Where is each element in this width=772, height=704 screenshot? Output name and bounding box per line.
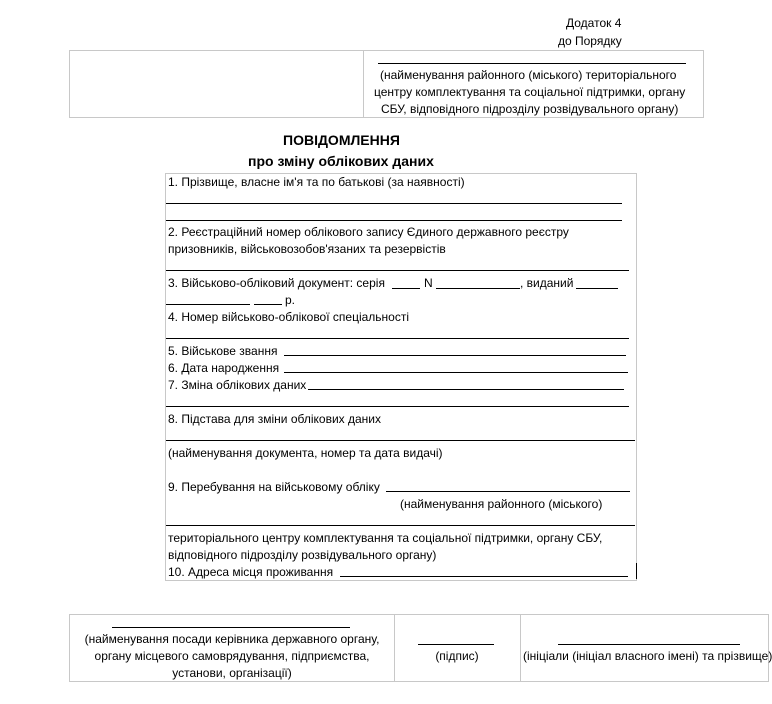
document-subtitle: про зміну облікових даних: [248, 153, 434, 169]
position-line[interactable]: [112, 627, 350, 628]
field-3-number-line[interactable]: [436, 288, 520, 289]
field-2-label-2: призовників, військовозобов'язаних та резервістів: [168, 242, 446, 256]
document-title: ПОВІДОМЛЕННЯ: [283, 132, 400, 148]
signature-divider-1: [394, 614, 395, 682]
field-3-series-line[interactable]: [392, 288, 420, 289]
recipient-box-divider: [363, 50, 364, 118]
field-3-issued-line-2[interactable]: [166, 304, 250, 305]
field-3-year-label: р.: [285, 293, 296, 307]
field-3-issued-label: , виданий: [520, 276, 574, 290]
field-7-label: 7. Зміна облікових даних: [168, 378, 307, 392]
field-8-caption: (найменування документа, номер та дата видачі): [168, 446, 443, 460]
field-3-number-label: N: [424, 276, 433, 290]
recipient-caption-1: (найменування районного (міського) територіального: [380, 68, 677, 82]
name-caption: (ініціали (ініціал власного імені) та прізвище): [523, 649, 772, 663]
field-7-line-2[interactable]: [166, 406, 629, 407]
position-caption-2: органу місцевого самоврядування, підприємства,: [94, 649, 370, 663]
recipient-caption-3: СБУ, відповідного підрозділу розвідувального органу): [381, 102, 679, 116]
field-5-label: 5. Військове звання: [168, 344, 278, 358]
field-5-line[interactable]: [284, 355, 626, 356]
field-3-year-line[interactable]: [254, 304, 282, 305]
field-8-line[interactable]: [166, 440, 635, 441]
name-line[interactable]: [558, 644, 740, 645]
field-1-line-1[interactable]: [166, 203, 622, 204]
signature-divider-2: [520, 614, 521, 682]
position-caption-3: установи, організації): [172, 666, 292, 680]
field-7-line-1[interactable]: [308, 389, 624, 390]
field-3-issued-line-1[interactable]: [576, 288, 618, 289]
field-9-caption-2: територіального центру комплектування та соціальної підтримки, органу СБУ,: [168, 531, 603, 545]
field-9-line-1[interactable]: [386, 491, 630, 492]
field-10-label: 10. Адреса місця проживання: [168, 565, 334, 579]
field-9-caption-3: відповідного підрозділу розвідувального органу): [168, 548, 437, 562]
appendix-order: до Порядку: [558, 34, 622, 48]
field-9-label: 9. Перебування на військовому обліку: [168, 480, 380, 494]
field-8-label: 8. Підстава для зміни облікових даних: [168, 412, 381, 426]
recipient-name-line[interactable]: [378, 63, 686, 64]
field-9-line-2[interactable]: [166, 525, 635, 526]
field-10-line[interactable]: [340, 576, 628, 577]
field-9-caption: (найменування районного (міського): [400, 497, 603, 511]
field-1-line-2[interactable]: [166, 220, 622, 221]
position-caption-1: (найменування посади керівника державного органу,: [84, 632, 380, 646]
field-3-label: 3. Військово-обліковий документ: серія: [168, 276, 385, 290]
field-6-label: 6. Дата народження: [168, 361, 280, 375]
field-2-label-1: 2. Реєстраційний номер облікового запису Єдиного державного реєстру: [168, 225, 569, 239]
field-4-label: 4. Номер військово-облікової спеціальності: [168, 310, 409, 324]
signature-caption: (підпис): [435, 649, 479, 663]
signature-line[interactable]: [418, 644, 494, 645]
appendix-number: Додаток 4: [566, 16, 622, 30]
field-1-label: 1. Прізвище, власне ім'я та по батькові (за наявності): [168, 175, 465, 189]
text-cursor: [636, 563, 637, 579]
recipient-caption-2: центру комплектування та соціальної підтримки, органу: [374, 85, 686, 99]
field-4-line[interactable]: [166, 338, 629, 339]
field-6-line[interactable]: [284, 372, 628, 373]
name-caption-clip: [521, 649, 772, 665]
field-2-line[interactable]: [166, 270, 629, 271]
